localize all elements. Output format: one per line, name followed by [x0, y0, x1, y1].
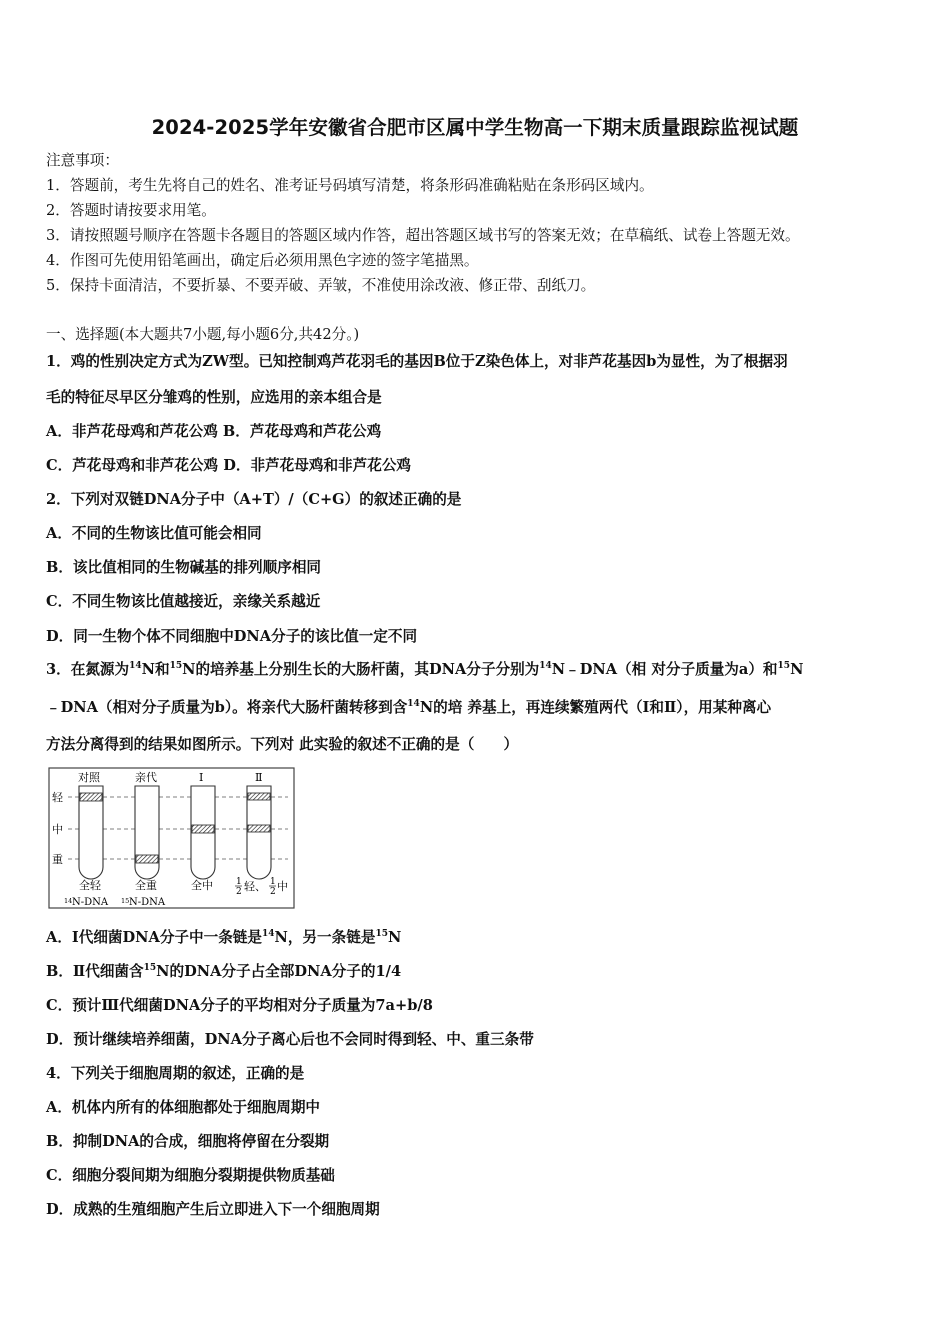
- q2-option-c: C．不同生物该比值越接近，亲缘关系越近: [46, 593, 321, 610]
- q3-stem-line2: ﹣DNA（相对分子质量为b）。将亲代大肠杆菌转移到含$^{14}$N的培 养基上，再连续繁殖两代（Ⅰ和Ⅱ），用某种离心: [46, 699, 772, 716]
- q4-option-b: B．抑制DNA的合成，细胞将停留在分裂期: [46, 1133, 330, 1150]
- q3-stem-line3: 方法分离得到的结果如图所示。下列对 此实验的叙述不正确的是（ ）: [46, 736, 519, 753]
- q3-stem-line1: 3．在氮源为$^{14}$N和$^{15}$N的培养基上分别生长的大肠杆菌，其DNA分子分别为$^{14}$N﹣DNA（相 对分子质量为a）和$^{15}$N: [46, 661, 804, 678]
- tube-parent: [135, 786, 159, 879]
- svg-text:15: 15: [121, 897, 130, 905]
- q3-option-c: C．预计Ⅲ代细菌DNA分子的平均相对分子质量为7a+b/8: [46, 997, 433, 1014]
- label-middle: 中: [52, 823, 63, 836]
- svg-text:1: 1: [270, 877, 276, 887]
- notice-item: 5．保持卡面清洁，不要折暴、不要弄破、弄皱，不准使用涂改液、修正带、刮纸刀。: [46, 277, 596, 294]
- notice-item: 3．请按照题号顺序在答题卡各题目的答题区域内作答，超出答题区域书写的答案无效；在草稿纸、试卷上答题无效。: [46, 227, 800, 244]
- q2-option-d: D．同一生物个体不同细胞中DNA分子的该比值一定不同: [46, 628, 418, 645]
- q3-option-d: D．预计继续培养细菌，DNA分子离心后也不会同时得到轻、中、重三条带: [46, 1031, 534, 1048]
- section-heading: 一、选择题(本大题共7小题,每小题6分,共42分。): [46, 326, 360, 343]
- svg-text:2: 2: [270, 887, 276, 897]
- page-title: 2024-2025学年安徽省合肥市区属中学生物高一下期末质量跟踪监视试题: [151, 116, 799, 139]
- caption-14n-dna: N-DNA: [72, 897, 109, 908]
- q4-option-d: D．成熟的生殖细胞产生后立即进入下一个细胞周期: [46, 1201, 380, 1218]
- q1-stem-line2: 毛的特征尽早区分雏鸡的性别，应选用的亲本组合是: [46, 389, 382, 406]
- q4-stem: 4．下列关于细胞周期的叙述，正确的是: [46, 1065, 305, 1082]
- q1-options-cd: C．芦花母鸡和非芦花公鸡 D．非芦花母鸡和非芦花公鸡: [46, 457, 412, 474]
- label-control: 对照: [78, 771, 100, 784]
- svg-text:轻、: 轻、: [244, 880, 266, 893]
- svg-text:14: 14: [64, 897, 73, 905]
- svg-text:1: 1: [236, 877, 242, 887]
- band-gen2-middle: [248, 825, 270, 832]
- q2-stem: 2．下列对双链DNA分子中（A+T）/（C+G）的叙述正确的是: [46, 491, 462, 508]
- caption-control: 全轻: [79, 879, 101, 892]
- band-parent-heavy: [136, 855, 158, 863]
- caption-parent: 全重: [135, 879, 157, 892]
- q4-option-a: A．机体内所有的体细胞都处于细胞周期中: [46, 1099, 321, 1116]
- q1-stem-line1: 1．鸡的性别决定方式为ZW型。已知控制鸡芦花羽毛的基因B位于Z染色体上，对非芦花基因b为显性，为了根据羽: [46, 353, 788, 370]
- q3-option-a: A．Ⅰ代细菌DNA分子中一条链是$^{14}$N，另一条链是$^{15}$N: [46, 929, 402, 946]
- centrifuge-figure: [48, 767, 295, 909]
- caption-gen1: 全中: [191, 879, 213, 892]
- q2-option-a: A．不同的生物该比值可能会相同: [46, 525, 262, 542]
- svg-text:中: 中: [277, 880, 288, 893]
- label-gen2: Ⅱ: [255, 771, 263, 784]
- caption-15n-dna: N-DNA: [129, 897, 166, 908]
- notice-heading: 注意事项：: [46, 152, 119, 169]
- label-parent: 亲代: [135, 771, 157, 784]
- label-gen1: Ⅰ: [199, 771, 204, 784]
- q4-option-c: C．细胞分裂间期为细胞分裂期提供物质基础: [46, 1167, 335, 1184]
- q1-options-ab: A．非芦花母鸡和芦花公鸡 B．芦花母鸡和芦花公鸡: [46, 423, 382, 440]
- notice-item: 2．答题时请按要求用笔。: [46, 202, 216, 219]
- band-control-light: [80, 793, 102, 801]
- svg-text:2: 2: [236, 887, 242, 897]
- label-light: 轻: [52, 791, 63, 804]
- label-heavy: 重: [52, 853, 63, 866]
- notice-item: 1．答题前，考生先将自己的姓名、准考证号码填写清楚，将条形码准确粘贴在条形码区域内。: [46, 177, 654, 194]
- notice-item: 4．作图可先使用铅笔画出，确定后必须用黑色字迹的签字笔描黑。: [46, 252, 479, 269]
- band-gen2-light: [248, 793, 270, 800]
- q3-option-b: B．Ⅱ代细菌含$^{15}$N的DNA分子占全部DNA分子的1/4: [46, 963, 402, 980]
- q2-option-b: B．该比值相同的生物碱基的排列顺序相同: [46, 559, 322, 576]
- band-gen1-middle: [192, 825, 214, 833]
